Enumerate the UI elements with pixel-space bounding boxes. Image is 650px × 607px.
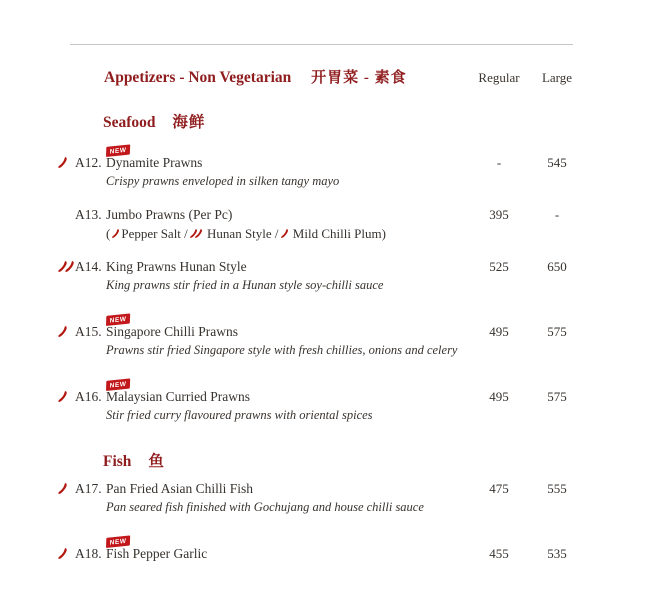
item-price-regular: 525 xyxy=(489,259,509,274)
spice-level xyxy=(57,257,75,276)
item-price-large: 535 xyxy=(547,546,567,561)
item-price-regular: 475 xyxy=(489,481,509,496)
item-code: A15. xyxy=(75,324,102,339)
chilli-icon xyxy=(57,322,68,341)
item-price-large: 555 xyxy=(547,481,567,496)
spice-level xyxy=(57,387,75,406)
section-title xyxy=(103,449,586,471)
item-code: A17. xyxy=(75,481,102,496)
section-title xyxy=(103,110,586,132)
new-badge-row xyxy=(106,374,586,389)
chilli-icon xyxy=(111,224,120,243)
item-name: Jumbo Prawns (Per Pc) xyxy=(106,207,233,222)
menu-item-row xyxy=(57,479,586,498)
item-price-large: 575 xyxy=(547,389,567,404)
menu-item-row xyxy=(57,205,586,224)
item-price-regular: 495 xyxy=(489,324,509,339)
item-price-regular: 455 xyxy=(489,546,509,561)
chilli-icon xyxy=(57,153,68,172)
chilli-icon xyxy=(280,224,289,243)
item-description: Pan seared fish finished with Gochujang and house chilli sauce xyxy=(106,500,424,514)
item-price-regular: 495 xyxy=(489,389,509,404)
item-description: ( Pepper Salt / Hunan Style / Mild Chilli Plum) xyxy=(106,226,386,241)
menu-item xyxy=(57,205,586,243)
section-title-zh: 海鲜 xyxy=(172,114,206,131)
item-description: King prawns stir fried in a Hunan style soy-chilli sauce xyxy=(106,278,384,292)
new-badge-row xyxy=(106,309,586,324)
menu-item xyxy=(57,479,586,517)
item-description: Stir fried curry flavoured prawns with oriental spices xyxy=(106,408,373,422)
item-price-large: 650 xyxy=(547,259,567,274)
new-badge: NEW xyxy=(106,313,130,325)
section-items xyxy=(57,140,586,425)
item-name: Malaysian Curried Prawns xyxy=(106,389,250,404)
menu-section xyxy=(57,110,586,425)
item-code: A16. xyxy=(75,389,102,404)
menu-item-row xyxy=(57,257,586,276)
menu-item-row xyxy=(57,322,586,341)
spice-level xyxy=(57,322,75,341)
item-description: Crispy prawns enveloped in silken tangy mayo xyxy=(106,174,340,188)
chilli-icon xyxy=(57,479,68,498)
chilli-icon xyxy=(57,257,75,276)
section-title-en: Fish xyxy=(103,453,132,470)
item-code: A12. xyxy=(75,155,102,170)
section-items xyxy=(57,479,586,563)
section-title-en: Seafood xyxy=(103,114,156,131)
menu-item xyxy=(57,531,586,563)
item-price-regular: 395 xyxy=(489,207,509,222)
item-name: King Prawns Hunan Style xyxy=(106,259,247,274)
item-name: Fish Pepper Garlic xyxy=(106,546,208,561)
page-title-zh: 开胃菜 - 素食 xyxy=(311,70,407,86)
menu-header xyxy=(57,66,586,87)
menu-item xyxy=(57,257,586,295)
chilli-icon xyxy=(189,224,203,243)
menu-item xyxy=(57,374,586,425)
item-code: A18. xyxy=(75,546,102,561)
item-name: Singapore Chilli Prawns xyxy=(106,324,238,339)
item-code: A14. xyxy=(75,259,102,274)
new-badge: NEW xyxy=(106,144,130,156)
new-badge: NEW xyxy=(106,378,130,390)
menu-item-row xyxy=(57,544,586,563)
page-title xyxy=(104,66,470,87)
top-divider xyxy=(70,44,573,45)
item-code: A13. xyxy=(75,207,102,222)
item-price-regular: - xyxy=(496,155,502,170)
column-header-large: Large xyxy=(541,70,573,85)
column-header-regular: Regular xyxy=(478,70,520,85)
item-description: Prawns stir fried Singapore style with fresh chillies, onions and celery xyxy=(106,343,458,357)
new-badge: NEW xyxy=(106,535,130,547)
chilli-icon xyxy=(57,544,68,563)
menu-item xyxy=(57,309,586,360)
menu-sections xyxy=(57,110,586,563)
spice-level xyxy=(57,153,75,172)
item-name: Dynamite Prawns xyxy=(106,155,203,170)
menu-section xyxy=(57,449,586,563)
menu-item xyxy=(57,140,586,191)
page-title-en: Appetizers - Non Vegetarian xyxy=(104,69,292,86)
item-price-large: - xyxy=(554,207,560,222)
item-price-large: 545 xyxy=(547,155,567,170)
section-title-zh: 鱼 xyxy=(148,453,165,470)
new-badge-row xyxy=(106,140,586,155)
menu-item-row xyxy=(57,387,586,406)
menu-item-row xyxy=(57,153,586,172)
spice-level xyxy=(57,479,75,498)
chilli-icon xyxy=(57,387,68,406)
spice-level xyxy=(57,544,75,563)
item-price-large: 575 xyxy=(547,324,567,339)
new-badge-row xyxy=(106,531,586,546)
item-name: Pan Fried Asian Chilli Fish xyxy=(106,481,254,496)
